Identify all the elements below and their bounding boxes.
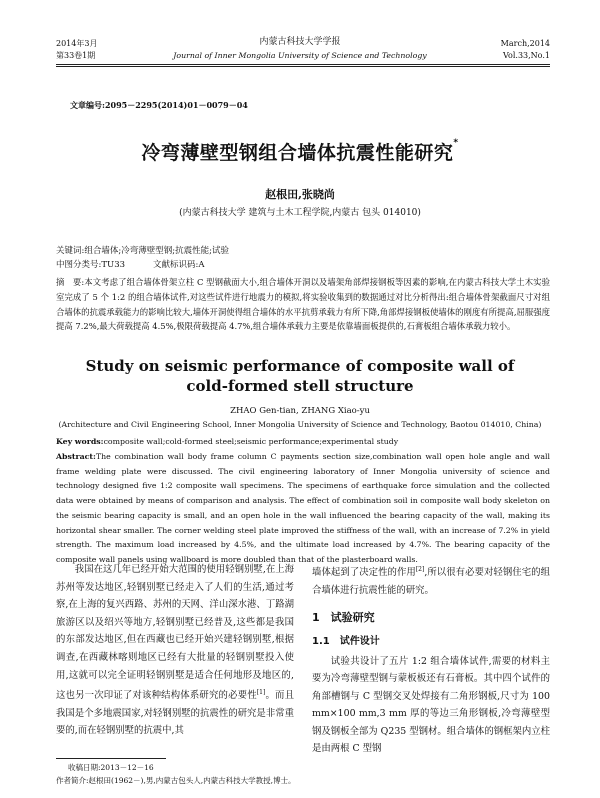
abstract-en-text: The combination wall body frame column C payments section size,combination wall open hole angle and wall frame welding plate were discussed. The civil engineering laboratory of Inner Mongolia university of science and technology designed five 1:2 composite wall specimens. The specimens of earthquake force simulation and the collected data were obtained by means of comparison and analysis. The effect of combination soil in composite wall body skeleton on the seismic bearing capacity is small, and an open hole in the wall influenced the bearing capacity of the wall, making its horizontal shear smaller. The corner welding steel plate improved the stiffness of the wall, with an increase of 7.2% in yield strength. The maximum load increased by 4.5%, and the ultimate load increased by 4.7%. The bearing capacity of the composite wall panels using wallboard is more doubled than that of the plasterboard walls.: [56, 452, 550, 564]
keywords-en: [56, 436, 550, 448]
header-rule: [56, 64, 550, 65]
footnote-rule: [56, 758, 166, 759]
title-footnote-mark: *: [453, 138, 459, 148]
citation-ref: [1]: [256, 689, 266, 697]
affiliation-cn: (内蒙古科技大学 建筑与土木工程学院,内蒙古 包头 014010): [179, 208, 421, 218]
journal-volume-en: Vol.33,No.1: [503, 51, 550, 60]
footnote-author: 作者简介:赵根田(1962－),男,内蒙古包头人,内蒙古科技大学教授,博士。: [56, 776, 296, 785]
keywords-cn: 关键词:组合墙体;冷弯薄壁型钢;抗震性能;试验: [56, 246, 229, 256]
article-number: 文章编号:2095－2295(2014)01－0079－04: [70, 100, 248, 110]
document-code: 文献标识码:A: [153, 260, 205, 270]
body-paragraph-continued: 墙体起到了决定性的作用[2],所以很有必要对轻钢住宅的组合墙体进行抗震性能的研究。: [312, 566, 550, 596]
abstract-cn: 摘 要:本文考虑了组合墙体骨架立柱 C 型钢截面大小,组合墙体开洞以及墙架角部焊接钢板等因素的影响,在内蒙古科技大学土木实验室完成了 5 个 1:2 的组合墙体试件,对这些试件进行地震力的模拟,将实验收集到的数据通过对比分析得出:组合墙体骨架截面尺寸对组合墙体的抗震承载能力的影响比较大,墙体开洞使得组合墙体的水平抗剪承载力有所下降,角部焊接钢板使墙体的刚度有所提高,屈服强度提高 7.2%,最大荷载提高 4.5%,极限荷载提高 4.7%,组合墙体承载力主要是依靠墙面板提供的,石膏板组合墙体承载力较小。: [56, 277, 550, 332]
title-en: [0, 356, 600, 396]
journal-date: 2014年3月: [56, 39, 98, 48]
body-column-right: [312, 561, 550, 758]
journal-volume: 第33卷1期: [56, 51, 96, 60]
citation-ref: [2]: [415, 566, 425, 573]
clc-number: 中图分类号:TU33: [56, 260, 126, 270]
title-en-line1: Study on seismic performance of composite wall of: [85, 357, 515, 375]
keywords-en-text: composite wall;cold-formed steel;seismic performance;experimental study: [103, 437, 399, 446]
subsection-heading: 1.1 试件设计: [312, 635, 380, 647]
title-cn: 冷弯薄壁型钢组合墙体抗震性能研究*: [141, 138, 459, 164]
keywords-en-label: Key words:: [56, 437, 104, 446]
affiliation-en: (Architecture and Civil Engineering School, Inner Mongolia University of Science and Technology, Baotou 014010, China): [58, 420, 542, 429]
section-heading: 1 试验研究: [312, 611, 375, 625]
body-column-left: [56, 561, 294, 740]
body-paragraph-intro: 我国在这几年已经开始大范围的使用轻钢别墅,在上海苏州等发达地区,轻钢别墅已经走入了人们的生活,通过考察,在上海的复兴西路、苏州的天网、洋山深水港、丁路湖旅游区以及绍兴等地方,轻钢别墅已经普及,这些都是我国的东部发达地区,但在西藏也已经开始兴建轻钢别墅,根据调查,在西藏林喀则地区已经有大批量的轻钢别墅投入使用,这就可以完全证明轻钢别墅是适合任何地形及地区的,这也另一次印证了对该种结构体系研究的必要性[1]。而且我国是个多地震国家,对轻钢别墅的抗震性的研究是非常重要的,而在轻钢别墅的抗震中,其: [56, 564, 294, 737]
footnote-received: 收稿日期:2013－12－16: [68, 763, 154, 772]
authors-cn: 赵根田,张晓尚: [265, 188, 335, 201]
authors-en: ZHAO Gen-tian, ZHANG Xiao-yu: [230, 406, 370, 416]
body-paragraph-design: 试验共设计了五片 1:2 组合墙体试件,需要的材料主要为冷弯薄壁型钢与蒙板板还有石膏板。其中四个试件的角部槽钢与 C 型钢交叉处焊接有二角形钢板,尺寸为 100 mm×100 mm,3 mm 厚的等边三角形钢板,冷弯薄壁型钢及钢板全部为 Q235 型钢材。组合墙体的钢框架内立柱是由两根 C 型钢: [312, 655, 550, 755]
header-rule-2: [56, 66, 550, 67]
journal-date-en: March,2014: [500, 39, 550, 48]
abstract-en-label: Abstract:: [56, 452, 96, 461]
abstract-en: [56, 450, 550, 568]
title-en-line2: cold-formed stell structure: [186, 377, 414, 395]
journal-name-cn: 内蒙古科技大学学报: [259, 37, 341, 47]
classification-line: [56, 258, 550, 272]
journal-name-en: Journal of Inner Mongolia University of Science and Technology: [173, 51, 427, 60]
